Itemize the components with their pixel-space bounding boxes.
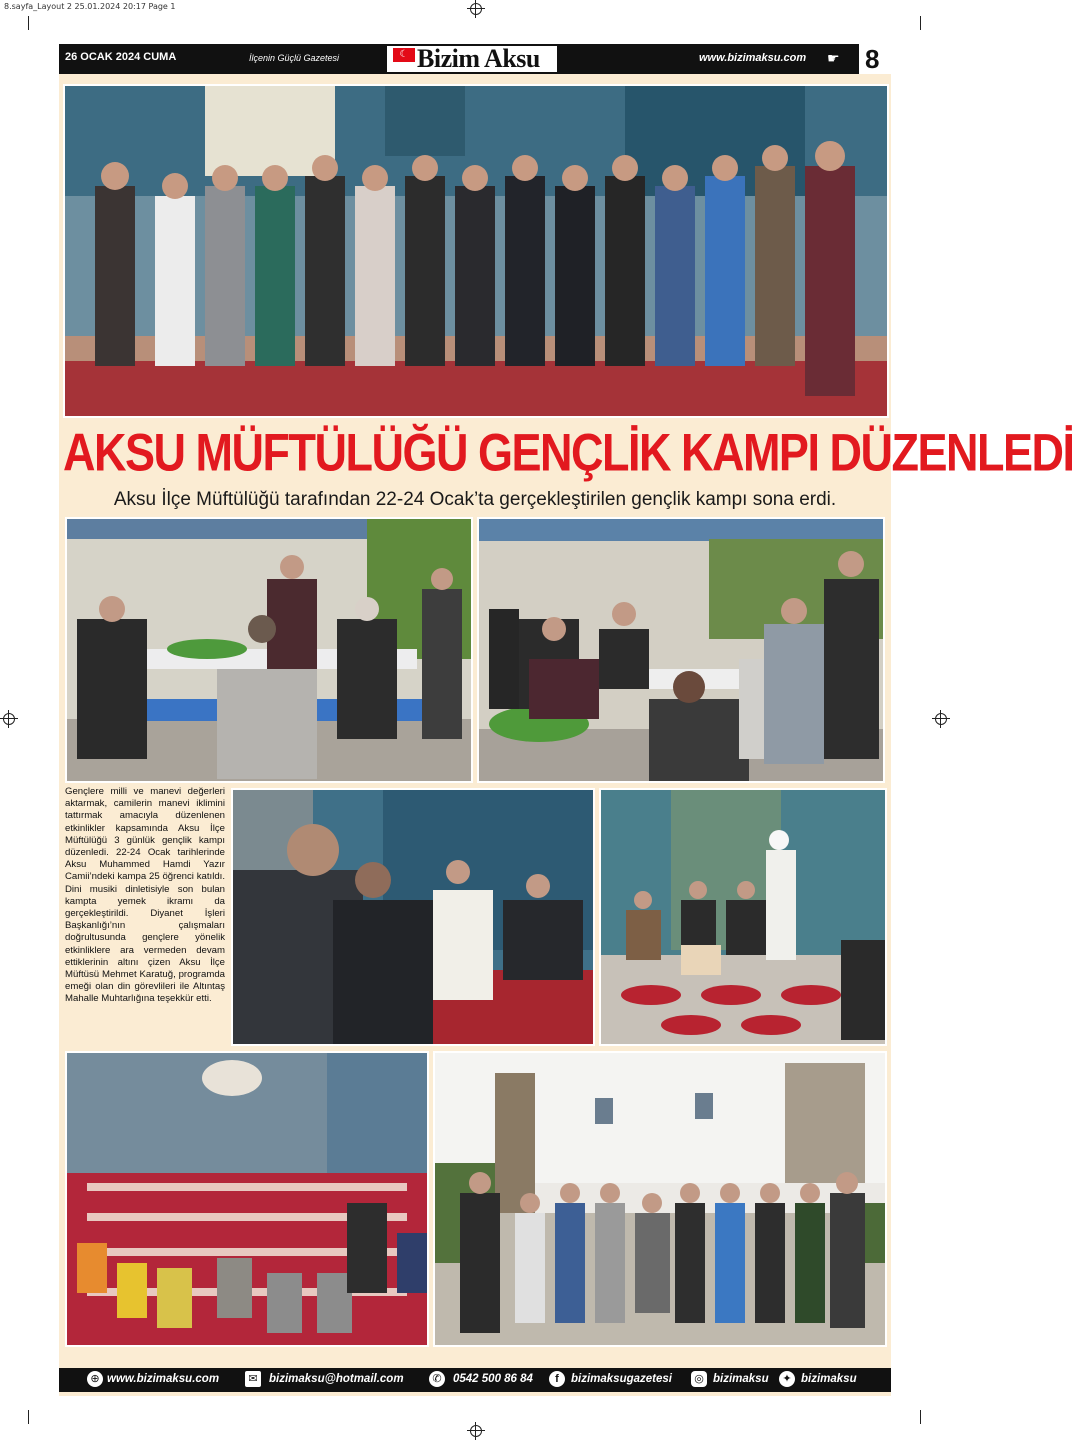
phone-icon: ✆ — [429, 1371, 445, 1387]
photo-outdoor-meal — [65, 517, 473, 783]
header-bar — [59, 44, 891, 74]
footer-facebook[interactable]: bizimaksugazetesi — [571, 1373, 672, 1385]
footer-twitter[interactable]: bizimaksu — [801, 1373, 857, 1385]
footer-email[interactable]: bizimaksu@hotmail.com — [269, 1373, 404, 1385]
twitter-icon: ✦ — [779, 1371, 795, 1387]
facebook-icon: f — [549, 1371, 565, 1387]
crop-mark — [28, 1410, 29, 1424]
header-website[interactable]: www.bizimaksu.com — [699, 52, 807, 64]
slogan: İlçenin Güçlü Gazetesi — [249, 53, 340, 63]
photo-outdoor-meal-image — [67, 519, 471, 781]
photo-imam-speaking — [599, 788, 887, 1046]
photo-men-praying — [231, 788, 595, 1046]
footer-instagram[interactable]: bizimaksu — [713, 1373, 769, 1385]
registration-mark-icon — [470, 1425, 482, 1437]
photo-outdoor-prayer-image — [479, 519, 883, 781]
print-info: 8.sayfa_Layout 2 25.01.2024 20:17 Page 1 — [4, 2, 176, 11]
photo-group-in-mosque — [63, 84, 889, 418]
photo-mosque-interior — [65, 1051, 429, 1347]
crop-mark — [920, 16, 921, 30]
footer-phone[interactable]: 0542 500 86 84 — [453, 1373, 533, 1385]
crop-mark — [28, 16, 29, 30]
crop-mark — [920, 1410, 921, 1424]
photo-group-in-mosque-image — [65, 86, 887, 416]
footer-bar — [59, 1368, 891, 1392]
article-body: Gençlere milli ve manevi değerleri aktarmak, camilerin manevi iklimini tattırmak amacıyla düzenlenen etkinlikler kapsamında Aksu İlçe Müftülüğü 3 günlük gençlik kampı düzenledi. 22-24 Ocak tarihlerinde Aksu Muhammed Hamdi Yazır Camii’ndeki kampa 25 öğrenci katıldı. Dini musiki dinletisiyle son bulan kampta yemek ikramı da gerçekleştirildi. Diyanet İşleri Başkanlığı’nın çalışmaları doğrultusunda gençlere yönelik etkinliklere ara vermeden devam ettiklerinin altını çizen Aksu İlçe Müftüsü Mehmet Karatuğ, programda emeği olan din görevlileri ile Altıntaş Mahalle Muhtarlığına teşekkür etti. — [65, 786, 225, 1005]
envelope-icon: ✉ — [245, 1371, 261, 1387]
page-number: 8 — [865, 44, 880, 74]
instagram-icon: ◎ — [691, 1371, 707, 1387]
registration-mark-icon — [470, 3, 482, 15]
pointing-hand-icon: ☛ — [827, 50, 840, 66]
subheadline: Aksu İlçe Müftülüğü tarafından 22-24 Ocak’ta gerçekleştirilen gençlik kampı sona erdi. — [113, 489, 837, 510]
photo-mosque-interior-image — [67, 1053, 427, 1345]
photo-imam-speaking-image — [601, 790, 885, 1044]
newspaper-page — [59, 44, 1073, 1396]
headline: AKSU MÜFTÜLÜĞÜ GENÇLİK KAMPI DÜZENLEDİ — [63, 422, 1073, 483]
newspaper-logo: Bizim Aksu — [417, 44, 540, 73]
photo-group-outside-image — [435, 1053, 885, 1345]
footer-website[interactable]: www.bizimaksu.com — [107, 1373, 220, 1385]
registration-mark-icon — [3, 713, 15, 725]
photo-outdoor-prayer — [477, 517, 885, 783]
issue-date: 26 OCAK 2024 CUMA — [65, 51, 177, 63]
registration-mark-icon — [935, 713, 947, 725]
globe-icon: ⊕ — [87, 1371, 103, 1387]
turkish-flag-icon: ☾ — [393, 48, 415, 62]
photo-men-praying-image — [233, 790, 593, 1044]
photo-group-outside — [433, 1051, 887, 1347]
